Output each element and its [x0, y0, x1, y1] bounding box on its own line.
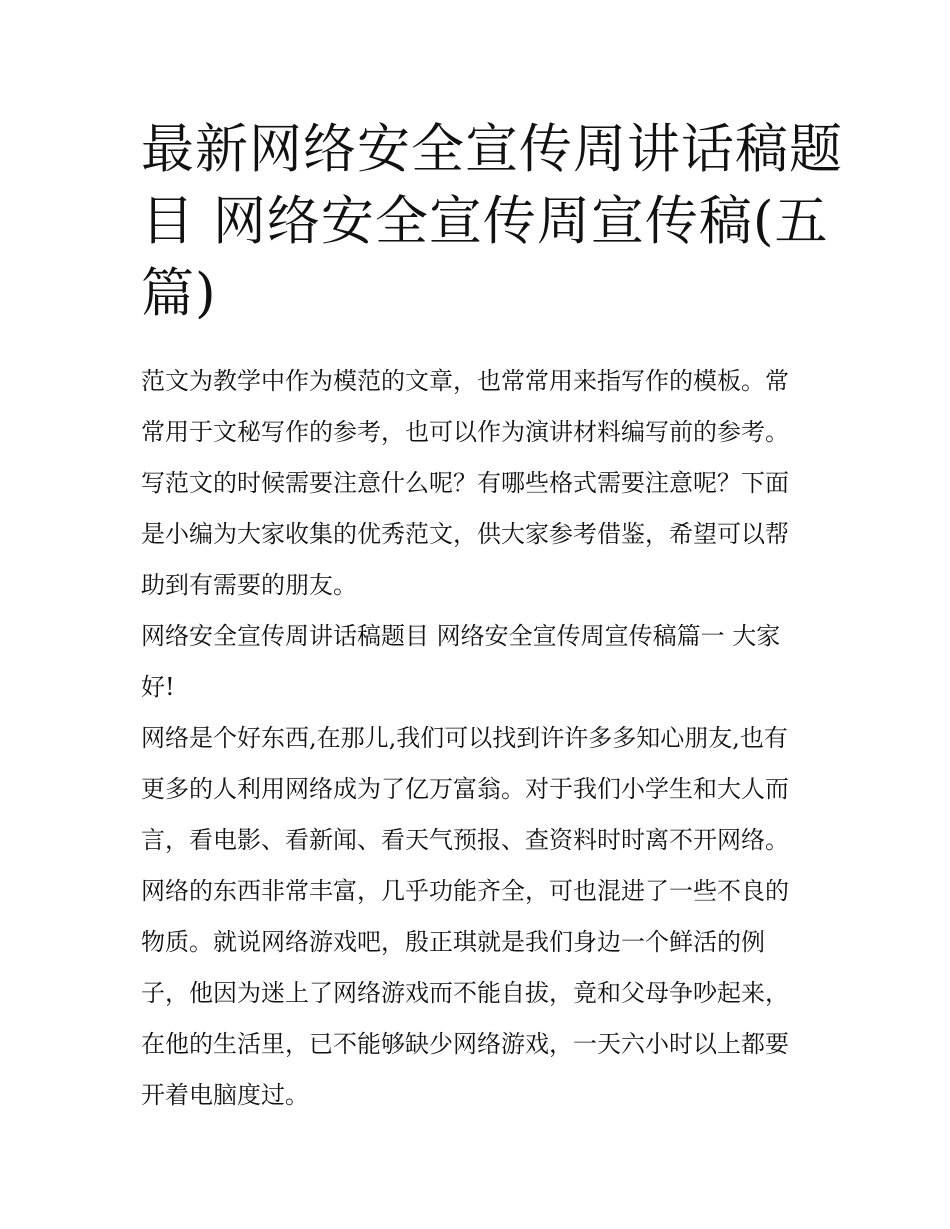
document-body	[141, 356, 813, 1121]
document-title	[141, 114, 843, 330]
text-line: 子，他因为迷上了网络游戏而不能自拔，竟和父母争吵起来，	[141, 979, 789, 1007]
title-line: 目 网络安全宣传周宣传稿(五	[141, 191, 829, 252]
document-content	[141, 114, 843, 1121]
text-line: 在他的生活里，已不能够缺少网络游戏，一天六小时以上都要	[141, 1030, 789, 1058]
text-line: 范文为教学中作为模范的文章，也常常用来指写作的模板。常	[141, 367, 789, 395]
text-line: 网络安全宣传周讲话稿题目 网络安全宣传周宣传稿篇一 大家	[141, 622, 781, 650]
text-line: 写范文的时候需要注意什么呢？有哪些格式需要注意呢？下面	[141, 469, 789, 497]
text-line: 更多的人利用网络成为了亿万富翁。对于我们小学生和大人而	[141, 775, 789, 803]
text-line: 常用于文秘写作的参考，也可以作为演讲材料编写前的参考。	[141, 418, 789, 446]
text-line: 言，看电影、看新闻、看天气预报、查资料时时离不开网络。	[141, 826, 789, 854]
title-line: 最新网络安全宣传周讲话稿题	[141, 119, 843, 180]
text-line: 好!	[141, 673, 175, 701]
text-line: 助到有需要的朋友。	[141, 571, 357, 599]
text-line: 物质。就说网络游戏吧，殷正琪就是我们身边一个鲜活的例	[141, 928, 765, 956]
text-line: 开着电脑度过。	[141, 1081, 309, 1109]
paragraph-body	[141, 713, 813, 1121]
paragraph-heading	[141, 611, 813, 713]
paragraph-intro	[141, 356, 813, 611]
text-line: 网络是个好东西,在那儿,我们可以找到许许多多知心朋友,也有	[141, 724, 788, 752]
text-line: 网络的东西非常丰富，几乎功能齐全，可也混进了一些不良的	[141, 877, 789, 905]
title-line: 篇)	[141, 263, 217, 324]
text-line: 是小编为大家收集的优秀范文，供大家参考借鉴，希望可以帮	[141, 520, 789, 548]
